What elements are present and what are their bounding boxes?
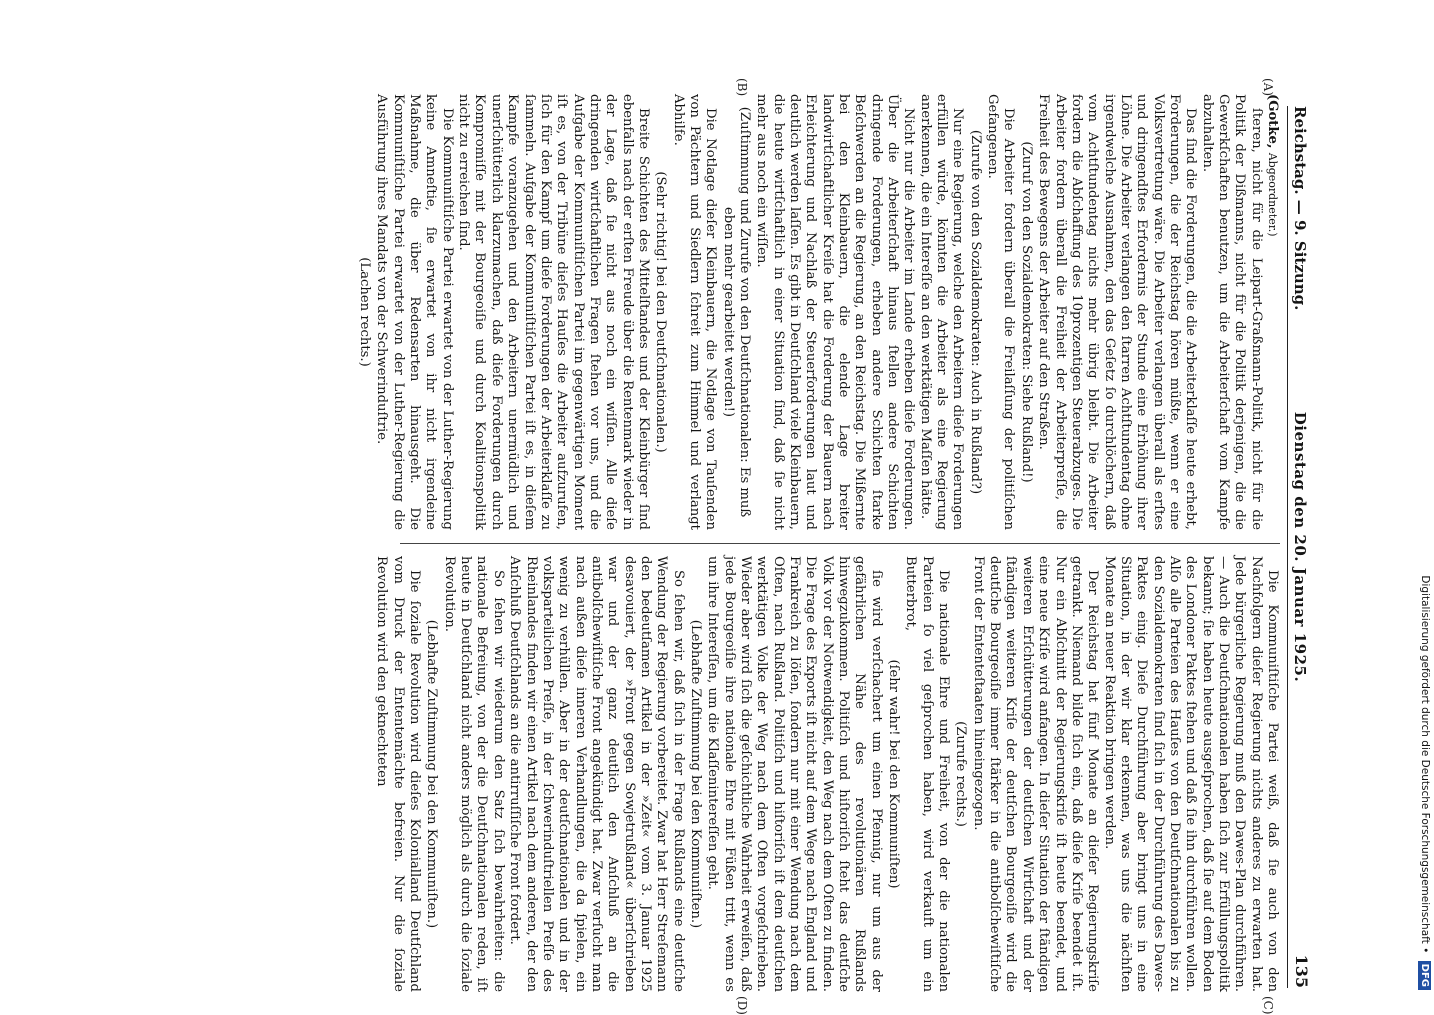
paragraph: So ſehen wir, daß ſich in der Frage Rußlands eine deutſche Wendung der Regierung vorbereitet. Zwar hat Herr Streſemann den bedeutſamen Artikel in der »Zeit« vom 3. Januar 1925 desavouiert, der »Front gegen Sowjetrußland« überſchrieben war und der ganz deutlich den Anſchluß an die antibolſchewiſtiſche Front angekündigt hat. Zwar verſucht man nach außen dieſe inneren Verhandlungen, die da ſpielen, ein wenig zu verhüllen. Aber in der deutſchnationalen und in der volksparteilichen Preſſe, in der ſchwerinduſtriellen Preſſe des Rheinlandes finden wir einen Artikel nach dem anderen, der den Anſchluß Deutſchlands an die antirruſſiſche Front fordert.: [507, 556, 686, 992]
paragraph: Breite Schichten des Mittelſtandes und der Kleinbürger ſind ebenfalls nach der erſten Freude über die Rentenmark wieder in der Lage, daß ſie nicht aus noch ein wiſſen. Alle dieſe dringenden wirtſchaftlichen Fragen ſtehen vor uns, und die Aufgabe der Kommuniſtiſchen Partei im gegenwärtigen Moment iſt es, von der Tribüne dieſes Hauſes die Arbeiter aufzurufen, ſich für den Kampf um dieſe Forderungen der Arbeiterklaſſe zu ſammeln. Aufgabe der Kommuniſtiſchen Partei iſt es, in dieſem Kampfe voranzugehen und den Arbeitern unermüdlich und unerſchütterlich klarzumachen, daß dieſe Forderungen durch Kompromiſſe mit der Bourgeoiſie und durch Koalitionspolitik nicht zu erreichen ſind.: [456, 94, 651, 530]
margin-mark-a: (A): [1261, 78, 1275, 97]
interjection: (Zurufe von den Sozialdemokraten: Auch in Rußland?): [967, 129, 983, 495]
paragraph: Die Kommuniſtiſche Partei erwartet von der Luther-Regierung keine Amneſtie, ſie erwartet von ihr nicht irgendeine Maßnahme, die über Redensarten hinausgeht. Die Kommuniſtiſche Partei erwartet von der Luther-Regierung die Ausführung ihres Mandats von der Schwerinduſtrie.: [374, 94, 455, 530]
paragraph: So ſehen wir wiederum den Satz ſich bewahrheiten: die nationale Befreiung, von der die Deutſchnationalen reden, iſt heute in Deutſchland nicht anders möglich als durch die ſoziale Revolution.: [441, 556, 506, 992]
margin-mark-b: (B): [735, 78, 749, 97]
paragraph: Nur eine Regierung, welche den Arbeitern dieſe Forderungen erfüllen würde, könnten die Arbeiter als eine Regierung anerkennen, die ein Intereſſe an den werktätigen Maſſen hätte.: [917, 94, 966, 530]
column-divider: [400, 543, 1280, 544]
scanned-page: [90, 78, 1311, 1015]
paragraph: ſie wird verſchachert um einen Pfennig, nur um aus der gefährlichen Nähe des revolutionären Rußlands hinwegzukommen. Politiſch und hiſtoriſch ſteht das deutſche Volk vor der Notwendigkeit, den Weg nach dem Oſten zu finden. Die Frage des Exports iſt nicht auf dem Wege nach England und Frankreich zu löſen, ſondern nur mit einer Wendung nach dem Oſten, nach Rußland. Politiſch und hiſtoriſch iſt dem deutſchen werktätigen Volke der Weg nach dem Oſten vorgeſchrieben. Wieder aber wird ſich die geſchichtliche Wahrheit erweiſen, daß jede Bourgeoiſie ihre nationale Ehre mit Füßen tritt, wenn es um ihre Intereſſen, um die Klaſſenintereſſen geht.: [705, 556, 884, 992]
interjection: (Zuruf von den Sozialdemokraten: Siehe Rußland!): [1018, 141, 1034, 483]
right-column: [373, 556, 1280, 992]
paragraph: ſteren, nicht für die Leipart-Graßmann-Politik, nicht für die Politik der Dißmanns, nicht für die Politik derjenigen, die die Gewerkſchaften benutzen, um die Arbeiterſchaft vom Kampfe abzuhalten.: [1199, 94, 1264, 530]
speaker-name: (Gotke,: [1265, 94, 1280, 149]
paragraph: Die nationale Ehre und Freiheit, von der die nationalen Parteien ſo viel geſprochen haben, wird verkauft um ein Butterbrot,: [903, 556, 952, 992]
paragraph: Die Notlage dieſer Kleinbauern, die Notlage von Tauſenden von Pächtern und Siedlern ſchreit zum Himmel und verlangt Abhilfe.: [670, 94, 719, 530]
page-header: [1287, 106, 1310, 988]
paragraph: Der Reichstag hat fünf Monate an dieſer Regierungskriſe getrankt. Niemand bilde ſich ein, daß dieſe Kriſe beendet iſt. Nur ein Abſchnitt der Regierungskriſe iſt heute beendet, und eine neue Kriſe wird anfangen. In dieſer Situation der ſtändigen weiteren Erſchütterungen der deutſchen Wirtſchaft und der ſtändigen weiteren Kriſe der deutſchen Bourgeoiſie wird die deutſche Bourgeoiſie immer ſtärker in die antibolſchewiſtiſche Front der Ententeſtaaten hineingezogen.: [970, 556, 1101, 992]
paragraph: Nicht nur die Arbeiter im Lande erheben dieſe Forderungen. Über die Arbeiterſchaft hinaus ſtellen andere Schichten dringende Forderungen, erheben andere Schichten ſtarke Beſchwerden an die Regierung, an den Reichstag. Die Mißernte bei den Kleinbauern, die elende Lage breiter landwirtſchaftlicher Kreiſe hat die Forderung der Bauern nach Erleichterung und Nachlaß der Steuerforderungen laut und deutlich werden laſſen. Es gibt in Deutſchland viele Kleinbauern, die heute wirtſchaftlich in einer Situation ſind, daß ſie nicht mehr aus noch ein wiſſen.: [754, 94, 917, 530]
speaker-line: [1264, 94, 1280, 530]
interjection: (Lebhafte Zuſtimmung bei den Kommuniſten.): [424, 619, 440, 929]
margin-mark-c: (C): [1261, 996, 1275, 1015]
interjection: (ſehr wahr! bei den Kommuniſten): [886, 659, 902, 889]
interjection: (Sehr richtig! bei den Deutſchnationalen.): [653, 171, 669, 453]
paragraph: Die Arbeiter fordern überall die Freilaſſung der politiſchen Gefangenen.: [985, 94, 1017, 530]
interjection: (Lebhafte Zuſtimmung bei den Kommuniſten.): [687, 619, 703, 929]
speaker-role: Abgeordneter.): [1266, 152, 1279, 237]
interjection: (Zuſtimmung und Zurufe von den Deutſchnationalen: Es muß eben mehr gearbeitet werden!): [720, 106, 752, 518]
dfg-logo: DFG: [1418, 961, 1431, 990]
paragraph: Die ſoziale Revolution wird dieſes Kolonialland Deutſchland vom Druck der Ententemächte befreien. Nur die ſoziale Revolution wird den geknechteten: [374, 556, 423, 992]
credit-text: Digitalisierung gefördert durch die Deutsche Forschungsgemeinschaft •: [1419, 575, 1431, 954]
paragraph: Die Kommuniſtiſche Partei weiß, daß ſie auch von den Nachfolgern dieſer Regierung nichts anderes zu erwarten hat. Jede bürgerliche Regierung muß den Dawes-Plan durchführen. — Auch die Deutſchnationalen haben ſich zur Erfüllungspolitik bekannt; ſie haben heute ausgeſprochen, daß ſie auf dem Boden des Londoner Paktes ſtehen und daß ſie ihn durchführen wollen. Alſo alle Parteien des Hauſes von den Deutſchnationalen bis zu den Sozialdemokraten ſind ſich in der Durchführung des Dawes-Paktes einig. Dieſe Durchführung aber bringt uns in eine Situation, in der wir klar erkennen, was uns die nächſten Monate an neuer Reaktion bringen werden.: [1101, 556, 1280, 992]
page-number: 135: [1292, 954, 1311, 988]
header-left: Reichstag. — 9. Sitzung.: [1291, 106, 1309, 311]
page-body: [90, 78, 1311, 1015]
interjection: (Zurufe rechts.): [953, 721, 969, 827]
margin-mark-d: (D): [735, 996, 749, 1015]
paragraph: Das ſind die Forderungen, die die Arbeiterklaſſe heute erhebt, Forderungen, die der Reichstag hören müßte, wenn er eine Volksvertretung wäre. Die Arbeiter verlangen überall als erſtes und dringendſtes Erfordernis der Stunde eine Erhöhung ihrer Löhne. Die Arbeiter verlangen den ſtarren Achtſtundentag ohne irgendwelche Ausnahmen, den das Geſetz ſo durchlöchern, daß vom Achtſtundentag nichts mehr übrig bleibt. Die Arbeiter fordern die Abſchaffung des 10prozentigen Steuerabzuges. Die Arbeiter fordern überall die Freiheit der Arbeiterpreſſe, die Freiheit des Bewegens der Arbeiter auf den Straßen.: [1036, 94, 1199, 530]
header-date: Dienstag den 20. Januar 1925.: [1291, 411, 1309, 683]
left-column: [355, 94, 1280, 530]
digitization-credit: [1418, 10, 1432, 990]
interjection: (Lachen rechts.): [357, 257, 373, 367]
